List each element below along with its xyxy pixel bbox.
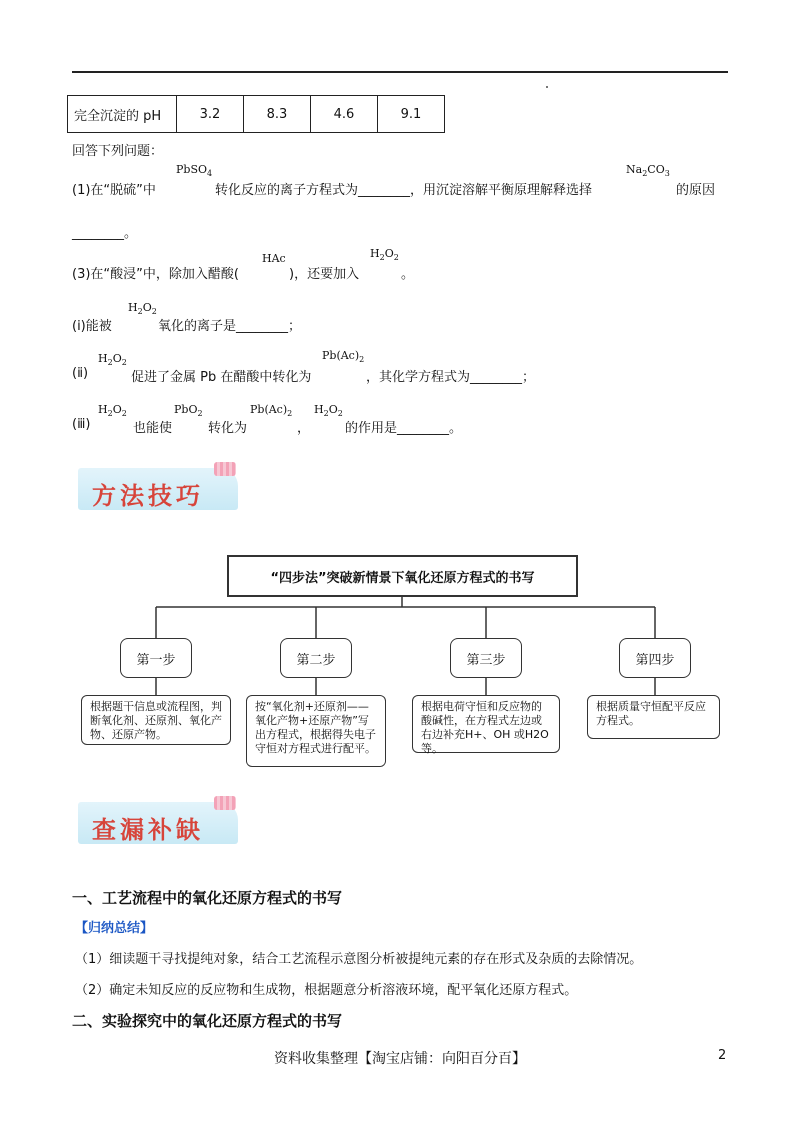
section-2-heading: 二、实验探究中的氧化还原方程式的书写 xyxy=(72,1012,343,1030)
table-cell: 8.3 xyxy=(244,96,311,133)
q1-text-b: 转化反应的离子方程式为________，用沉淀溶解平衡原理解释选择 xyxy=(215,183,593,198)
step-3-desc: 根据电荷守恒和反应物的酸碱性，在方程式左边或右边补充H+、OH 或H2O等。 xyxy=(412,695,560,753)
diagram-title: “四步法”突破新情景下氧化还原方程式的书写 xyxy=(227,555,578,597)
qiii-text-c: 转化为 xyxy=(208,421,248,436)
qiii-text-b: 也能使 xyxy=(133,421,173,436)
q1-text-d: ________。 xyxy=(72,226,138,241)
q3-text-b: )，还要加入 xyxy=(289,267,360,282)
step-4-desc: 根据质量守恒配平反应方程式。 xyxy=(587,695,720,739)
step-1-box: 第一步 xyxy=(120,638,192,678)
section-1-paragraph-1: （1）细读题干寻找提纯对象，结合工艺流程示意图分析被提纯元素的存在形式及杂质的去除情况。 xyxy=(75,952,643,967)
footer-text: 资料收集整理【淘宝店铺：向阳百分百】 xyxy=(274,1051,526,1067)
qiii-formula-h2o2: $H_2O_2$ xyxy=(98,403,127,419)
section-1-heading: 一、工艺流程中的氧化还原方程式的书写 xyxy=(72,889,343,907)
qii-formula-pbac2: $Pb(Ac)_2$ xyxy=(322,349,365,365)
banner-fill-gaps: 查漏补缺 xyxy=(78,796,246,844)
q1-formula-na2co3: $Na_2CO_3$ xyxy=(626,163,670,179)
qii-text-c: ，其化学方程式为________； xyxy=(366,370,536,385)
step-4-box: 第四步 xyxy=(619,638,691,678)
q1-text-c: 的原因 xyxy=(676,183,716,198)
qiii-formula-pbo2: PbO$_2$ xyxy=(174,403,203,419)
step-3-box: 第三步 xyxy=(450,638,522,678)
question-intro: 回答下列问题： xyxy=(72,144,164,159)
step-1-desc: 根据题干信息或流程图，判断氧化剂、还原剂、氧化产物、还原产物。 xyxy=(81,695,231,745)
q1-text-a: (1)在“脱硫”中 xyxy=(72,183,156,198)
qi-text-a: (ⅰ)能被 xyxy=(72,319,112,334)
table-label-cell: 完全沉淀的 pH xyxy=(68,96,177,133)
step-2-desc: 按“氧化剂+还原剂——氧化产物+还原产物”写出方程式，根据得失电子守恒对方程式进行配平。 xyxy=(246,695,386,767)
qiii-formula-pbac2: $Pb(Ac)_2$ xyxy=(250,403,293,419)
qiii-text-a: (ⅲ) xyxy=(72,417,91,432)
qii-text-b: 促进了金属 Pb 在醋酸中转化为 xyxy=(131,370,312,385)
qi-formula-h2o2: $H_2O_2$ xyxy=(128,301,157,317)
table-cell: 9.1 xyxy=(378,96,445,133)
page-number: 2 xyxy=(718,1048,727,1063)
qii-formula-h2o2: $H_2O_2$ xyxy=(98,352,127,368)
q3-text-a: (3)在“酸浸”中，除加入醋酸( xyxy=(72,267,239,282)
qiii-text-d: ， xyxy=(297,421,311,436)
q3-formula-h2o2: $H_2O_2$ xyxy=(370,247,399,263)
q3-text-c: 。 xyxy=(401,267,415,282)
paperclip-icon xyxy=(214,796,236,810)
summary-tag: 【归纳总结】 xyxy=(75,921,154,936)
qii-text-a: (ⅱ) xyxy=(72,366,89,381)
qi-text-b: 氧化的离子是________； xyxy=(158,319,302,334)
q1-formula-pbso4: PbSO$_4$ xyxy=(176,163,213,179)
section-1-paragraph-2: （2）确定未知反应的反应物和生成物，根据题意分析溶液环境，配平氧化还原方程式。 xyxy=(75,983,578,998)
q3-formula-hac: HAc xyxy=(262,252,286,265)
banner-method-tips: 方法技巧 xyxy=(78,462,246,510)
table-cell: 3.2 xyxy=(177,96,244,133)
qiii-formula-h2o2-2: $H_2O_2$ xyxy=(314,403,343,419)
table-cell: 4.6 xyxy=(311,96,378,133)
step-2-box: 第二步 xyxy=(280,638,352,678)
qiii-text-e: 的作用是________。 xyxy=(345,421,463,436)
